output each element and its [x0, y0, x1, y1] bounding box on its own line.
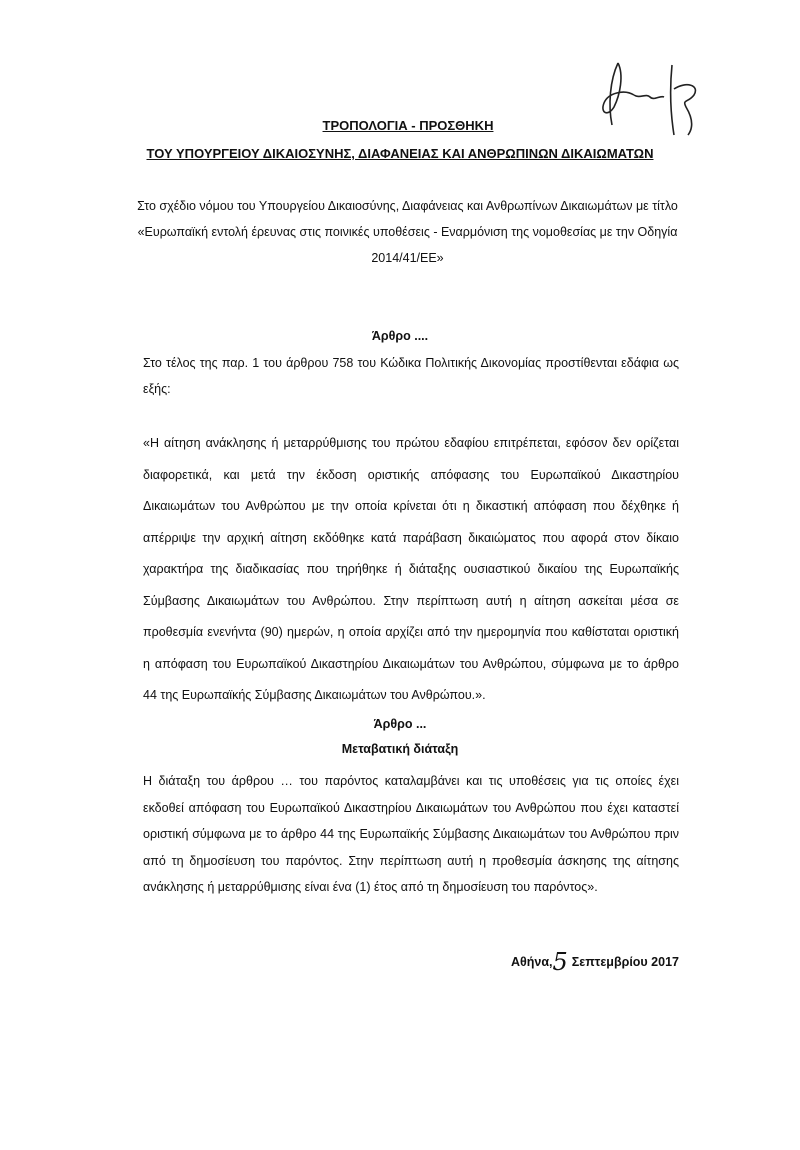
- article-2-text: Η διάταξη του άρθρου … του παρόντος καταλαμβάνει και τις υποθέσεις για τις οποίες έχει εκδοθεί απόφαση του Ευρωπαϊκού Δικαστηρίου Δικαιωμάτων του Ανθρώπου που έχει καταστεί οριστική σύμφωνα με το άρθρο 44 της Ευρωπαϊκής Σύμβασης Δικαιωμάτων του Ανθρώπου πριν από τη δημοσίευση του παρόντος. Στην περίπτωση αυτή η προθεσμία άσκησης της αίτησης ανάκλησης ή μεταρρύθμισης είναι ένα (1) έτος από τη δημοσίευση του παρόντος».: [143, 774, 679, 894]
- article-1-intro-text: Στο τέλος της παρ. 1 του άρθρου 758 του Κώδικα Πολιτικής Δικονομίας προστίθενται εδάφια ως εξής:: [143, 356, 679, 396]
- document-title: ΤΡΟΠΟΛΟΓΙΑ - ΠΡΟΣΘΗΚΗ: [322, 118, 494, 133]
- article-2-subtitle: Μεταβατική διάταξη: [341, 742, 459, 756]
- date-place: Αθήνα,: [510, 955, 553, 969]
- article-2-title: Άρθρο ...: [373, 717, 427, 731]
- date-day-handwritten: 5: [552, 948, 568, 976]
- signature-date: [511, 948, 679, 976]
- document-subtitle: ΤΟΥ ΥΠΟΥΡΓΕΙΟΥ ΔΙΚΑΙΟΣΥΝΗΣ, ΔΙΑΦΑΝΕΙΑΣ ΚΑΙ ΑΝΘΡΩΠΙΝΩΝ ΔΙΚΑΙΩΜΑΤΩΝ: [146, 146, 654, 161]
- date-month-year: Σεπτεμβρίου 2017: [571, 955, 679, 969]
- article-1-title: Άρθρο ....: [371, 329, 429, 343]
- bill-intro-text: Στο σχέδιο νόμου του Υπουργείου Δικαιοσύνης, Διαφάνειας και Ανθρωπίνων Δικαιωμάτων με τίτλο «Ευρωπαϊκή εντολή έρευνας στις ποινικές υποθέσεις - Εναρμόνιση της νομοθεσίας με την Οδηγία 2014/41/ΕΕ»: [137, 199, 678, 265]
- article-1-quoted-text: «Η αίτηση ανάκλησης ή μεταρρύθμισης του πρώτου εδαφίου επιτρέπεται, εφόσον δεν ορίζεται διαφορετικά, και μετά την έκδοση οριστικής απόφασης του Ευρωπαϊκού Δικαστηρίου Δικαιωμάτων του Ανθρώπου με την οποία κρίνεται ότι η δικαστική απόφαση που δέχθηκε ή απέρριψε την αρχική αίτηση εκδόθηκε κατά παράβαση δικαιώματος που αφορά στον δίκαιο χαρακτήρα της διαδικασίας που τηρήθηκε ή διάταξης ουσιαστικού δικαίου της Ευρωπαϊκής Σύμβασης Δικαιωμάτων του Ανθρώπου. Στην περίπτωση αυτή η αίτηση ασκείται μέσα σε προθεσμία ενενήντα (90) ημερών, η οποία αρχίζει από την ημερομηνία που καθίσταται οριστική η απόφαση του Ευρωπαϊκού Δικαστηρίου Δικαιωμάτων του Ανθρώπου, σύμφωνα με το άρθρο 44 της Ευρωπαϊκής Σύμβασης Δικαιωμάτων του Ανθρώπου.».: [143, 436, 679, 702]
